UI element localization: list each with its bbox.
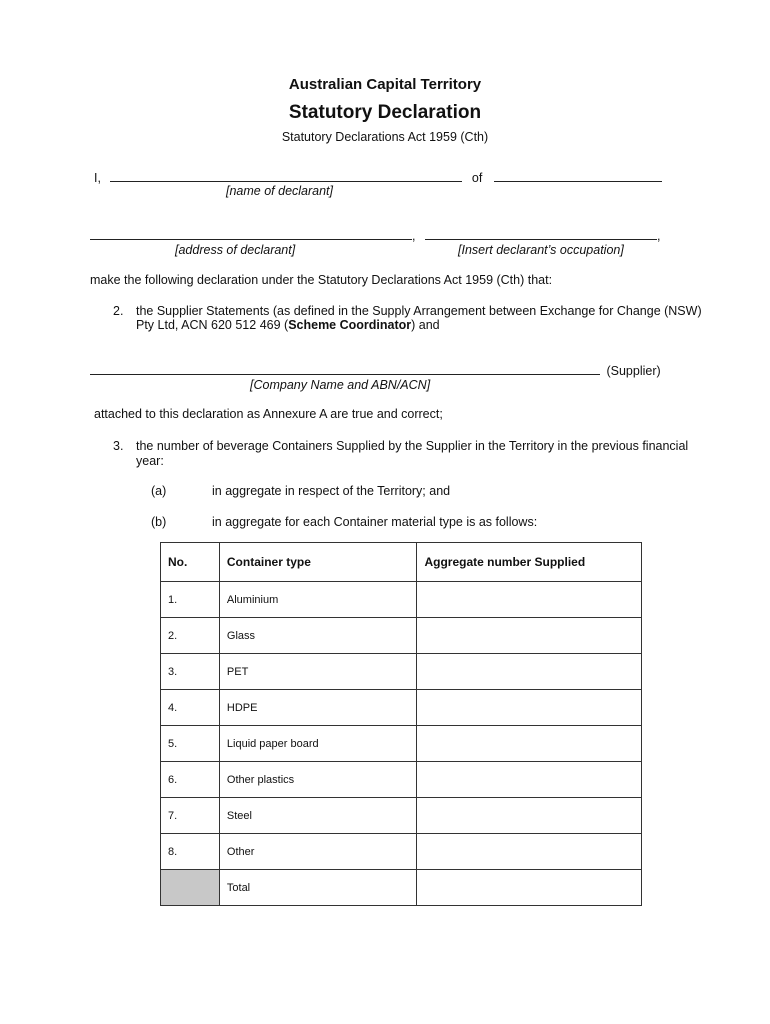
- header-aggregate: Aggregate number Supplied: [417, 543, 642, 582]
- supplier-label: (Supplier): [606, 364, 661, 378]
- occupation-field[interactable]: [425, 228, 657, 240]
- total-label: Total: [219, 870, 417, 906]
- occupation-caption: [Insert declarant’s occupation]: [458, 243, 624, 257]
- header-container-type: Container type: [219, 543, 417, 582]
- item-2-line1: the Supplier Statements (as defined in the Supply Arrangement between Exchange for Change (NSW): [136, 304, 702, 318]
- table-row: [161, 654, 642, 690]
- address-field[interactable]: [90, 228, 412, 240]
- address-caption: [address of declarant]: [175, 243, 296, 257]
- sub-b-text: in aggregate for each Container material type is as follows:: [212, 515, 538, 529]
- attached-text: attached to this declaration as Annexure A are true and correct;: [94, 407, 443, 421]
- act-subtitle: Statutory Declarations Act 1959 (Cth): [281, 130, 489, 144]
- row-no: 1.: [161, 582, 220, 618]
- item-2-line2: [136, 318, 440, 332]
- row-no: 5.: [161, 726, 220, 762]
- row-type: Other: [219, 834, 417, 870]
- scheme-coordinator-term: Scheme Coordinator: [288, 318, 412, 332]
- row-type: Steel: [219, 798, 417, 834]
- sub-b-label: (b): [151, 515, 167, 529]
- row-no: 3.: [161, 654, 220, 690]
- total-blank-cell: [161, 870, 220, 906]
- row-aggregate-input[interactable]: [417, 618, 642, 654]
- name-caption: [name of declarant]: [226, 184, 334, 198]
- table-row: [161, 582, 642, 618]
- row-no: 6.: [161, 762, 220, 798]
- row-type: Glass: [219, 618, 417, 654]
- sub-a-label: (a): [151, 484, 167, 498]
- table-header-row: [161, 543, 642, 582]
- row-type: PET: [219, 654, 417, 690]
- declarant-line: [94, 170, 662, 185]
- item-2-prefix: Pty Ltd, ACN 620 512 469 (: [136, 318, 289, 332]
- row-aggregate-input[interactable]: [417, 726, 642, 762]
- page-title: Statutory Declaration: [288, 102, 482, 123]
- row-type: Liquid paper board: [219, 726, 417, 762]
- row-aggregate-input[interactable]: [417, 690, 642, 726]
- item-3-number: 3.: [113, 439, 124, 453]
- row-no: 8.: [161, 834, 220, 870]
- name-field[interactable]: [110, 170, 462, 182]
- table-row: [161, 798, 642, 834]
- item-3-line1: the number of beverage Containers Supplied by the Supplier in the Territory in the previous financial: [136, 439, 689, 453]
- table-row: [161, 726, 642, 762]
- item-3-line2: year:: [136, 454, 164, 468]
- table-total-row: [161, 870, 642, 906]
- row-aggregate-input[interactable]: [417, 582, 642, 618]
- row-type: HDPE: [219, 690, 417, 726]
- supplier-line: [90, 363, 661, 378]
- row-aggregate-input[interactable]: [417, 654, 642, 690]
- item-2-suffix: ) and: [411, 318, 440, 332]
- row-aggregate-input[interactable]: [417, 834, 642, 870]
- supplier-field[interactable]: [90, 363, 600, 375]
- of-field[interactable]: [494, 170, 662, 182]
- table-row: [161, 762, 642, 798]
- row-type: Aluminium: [219, 582, 417, 618]
- item-2-number: 2.: [113, 304, 124, 318]
- container-table: [160, 542, 642, 906]
- row-type: Other plastics: [219, 762, 417, 798]
- intro-text: make the following declaration under the Statutory Declarations Act 1959 (Cth) that:: [90, 273, 553, 287]
- row-aggregate-input[interactable]: [417, 798, 642, 834]
- sub-a-text: in aggregate in respect of the Territory; and: [212, 484, 451, 498]
- row-no: 2.: [161, 618, 220, 654]
- table-row: [161, 690, 642, 726]
- header-no: No.: [161, 543, 220, 582]
- total-aggregate-input[interactable]: [417, 870, 642, 906]
- table-row: [161, 618, 642, 654]
- row-no: 4.: [161, 690, 220, 726]
- row-no: 7.: [161, 798, 220, 834]
- address-line: , ,: [90, 228, 660, 243]
- supplier-caption: [Company Name and ABN/ACN]: [250, 378, 431, 392]
- i-label: I,: [94, 171, 101, 185]
- table-row: [161, 834, 642, 870]
- region-heading: Australian Capital Territory: [288, 76, 482, 93]
- row-aggregate-input[interactable]: [417, 762, 642, 798]
- of-label: of: [471, 171, 483, 185]
